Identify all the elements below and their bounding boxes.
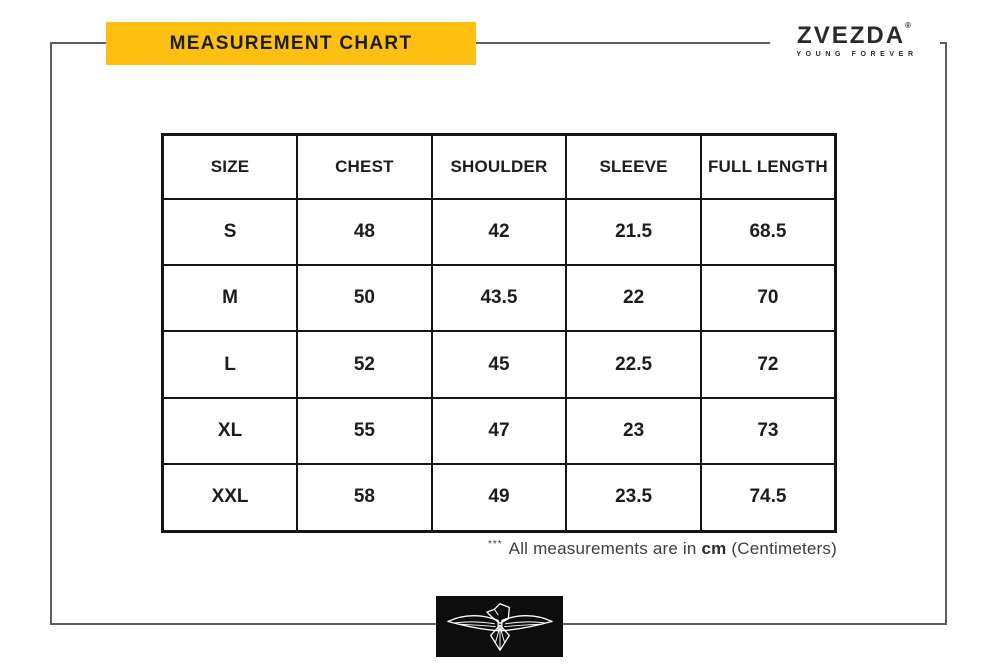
measurement-cell: 74.5 xyxy=(701,464,836,532)
brand-name xyxy=(797,22,913,49)
table-body xyxy=(163,199,836,532)
measurement-cell: 72 xyxy=(701,331,836,397)
measurement-cell: 68.5 xyxy=(701,199,836,265)
measurement-cell: 48 xyxy=(297,199,432,265)
size-cell: M xyxy=(163,265,298,331)
footnote-asterisks: *** xyxy=(487,539,503,551)
footnote-text: All measurements are in xyxy=(508,539,697,558)
footer-logo-badge xyxy=(436,596,563,657)
column-header: SIZE xyxy=(163,135,298,200)
column-header: CHEST xyxy=(297,135,432,200)
measurement-cell: 22 xyxy=(566,265,701,331)
brand-tagline: YOUNG FOREVER xyxy=(796,51,918,58)
page-title: MEASUREMENT CHART xyxy=(169,32,413,54)
size-cell: XL xyxy=(163,398,298,464)
measurement-cell: 52 xyxy=(297,331,432,397)
measurement-cell: 21.5 xyxy=(566,199,701,265)
size-chart-table xyxy=(161,133,837,533)
brand-logo xyxy=(770,19,940,67)
measurement-cell: 50 xyxy=(297,265,432,331)
table-row xyxy=(163,331,836,397)
table-row xyxy=(163,265,836,331)
measurement-cell: 45 xyxy=(432,331,567,397)
measurement-cell: 55 xyxy=(297,398,432,464)
measurement-cell: 47 xyxy=(432,398,567,464)
registered-trademark-icon: ® xyxy=(905,21,913,30)
measurement-cell: 73 xyxy=(701,398,836,464)
brand-wordmark: ZVEZDA xyxy=(797,22,906,49)
column-header: SHOULDER xyxy=(432,135,567,200)
measurement-cell: 43.5 xyxy=(432,265,567,331)
measurement-unit-note xyxy=(161,539,837,559)
table-row xyxy=(163,464,836,532)
table-row xyxy=(163,199,836,265)
footnote-suffix: (Centimeters) xyxy=(731,539,837,558)
title-banner xyxy=(106,22,476,65)
measurement-cell: 58 xyxy=(297,464,432,532)
measurement-cell: 23.5 xyxy=(566,464,701,532)
measurement-cell: 23 xyxy=(566,398,701,464)
table-header-row xyxy=(163,135,836,200)
size-cell: S xyxy=(163,199,298,265)
measurement-cell: 70 xyxy=(701,265,836,331)
measurement-cell: 42 xyxy=(432,199,567,265)
size-cell: XXL xyxy=(163,464,298,532)
column-header: FULL LENGTH xyxy=(701,135,836,200)
eagle-icon xyxy=(443,600,557,654)
column-header: SLEEVE xyxy=(566,135,701,200)
measurement-cell: 49 xyxy=(432,464,567,532)
footnote-unit: cm xyxy=(701,539,727,558)
measurement-cell: 22.5 xyxy=(566,331,701,397)
table-row xyxy=(163,398,836,464)
size-cell: L xyxy=(163,331,298,397)
table-header xyxy=(163,135,836,200)
